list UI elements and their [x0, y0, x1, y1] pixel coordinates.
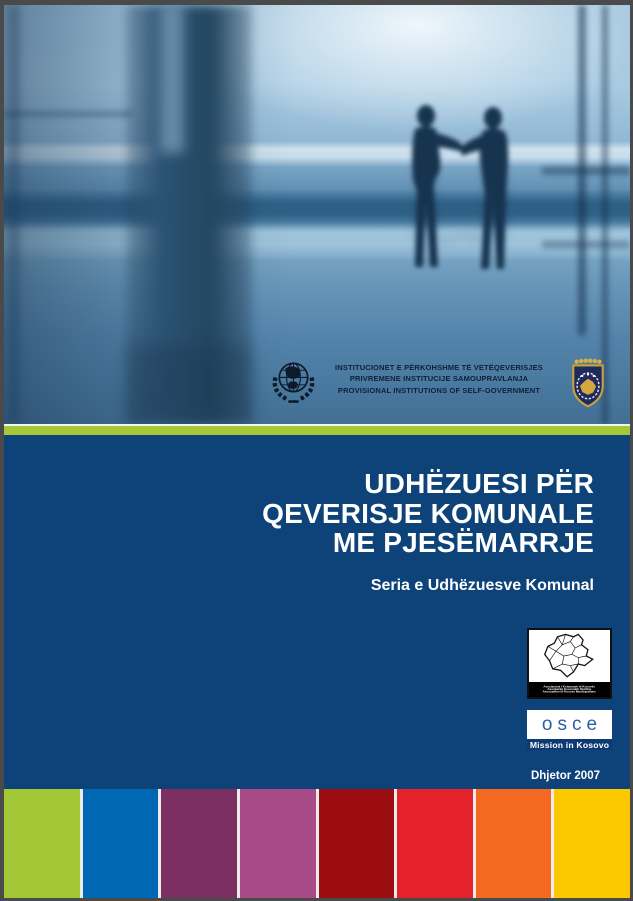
association-caption-line-2: Asocijacija Kosovskih Opština	[547, 687, 592, 691]
association-logo	[527, 628, 612, 699]
color-stripe	[397, 789, 473, 898]
photo-pillar-reflection	[126, 345, 252, 424]
publication-date: Dhjetor 2007	[530, 770, 600, 782]
handshake-reflection	[390, 126, 532, 277]
cover	[4, 5, 630, 898]
color-stripe	[83, 789, 159, 898]
photo-right-window-bar-2	[542, 241, 630, 248]
photo-pillar-slot	[160, 5, 184, 153]
green-accent-stripe	[4, 426, 630, 435]
osce-logo	[527, 710, 612, 750]
cover-subtitle: Seria e Udhëzuesve Komunal	[370, 577, 594, 594]
osce-wordmark: osce	[541, 713, 603, 735]
color-stripe	[319, 789, 395, 898]
title-line-1: UDHËZUESI PËR	[364, 468, 594, 499]
color-stripe	[240, 789, 316, 898]
osce-wordmark-box	[527, 710, 612, 739]
color-stripe	[476, 789, 552, 898]
color-stripe	[4, 789, 80, 898]
institutions-line-en: PROVISIONAL INSTITUTIONS OF SELF-GOVERNMENT	[337, 385, 541, 395]
kosovo-municipalities-map-icon	[529, 630, 610, 682]
un-emblem-icon	[266, 356, 321, 411]
institutions-line-sq: INSTITUCIONET E PËRKOHSHME TË VETËQEVERISJES	[335, 363, 543, 372]
association-caption	[529, 682, 610, 697]
institutions-text	[326, 362, 552, 396]
cover-photo-handshake	[4, 5, 630, 424]
pisg-emblem-icon	[569, 357, 607, 411]
association-caption-text	[543, 686, 596, 694]
photo-left-mullion	[8, 5, 20, 424]
association-caption-line-1: Asociacioni i Komunave të Kosovës	[543, 685, 596, 689]
osce-mission-label: Mission in Kosovo	[527, 739, 612, 750]
footer-stripes	[4, 789, 630, 898]
title-line-2: QEVERISJE KOMUNALE	[262, 497, 594, 529]
color-stripe	[554, 789, 630, 898]
color-stripe	[161, 789, 237, 898]
photo-left-window-bar	[4, 111, 132, 117]
cover-title	[262, 469, 594, 558]
association-caption-line-3: Association of Kosovo Municipalities	[542, 690, 597, 694]
title-line-3: ME PJESËMARRJE	[332, 527, 594, 558]
institutions-line-sr: PRIVREMENE INSTITUCIJE SAMOUPRAVLANJA	[349, 374, 529, 384]
photo-right-window-bar	[542, 167, 630, 175]
